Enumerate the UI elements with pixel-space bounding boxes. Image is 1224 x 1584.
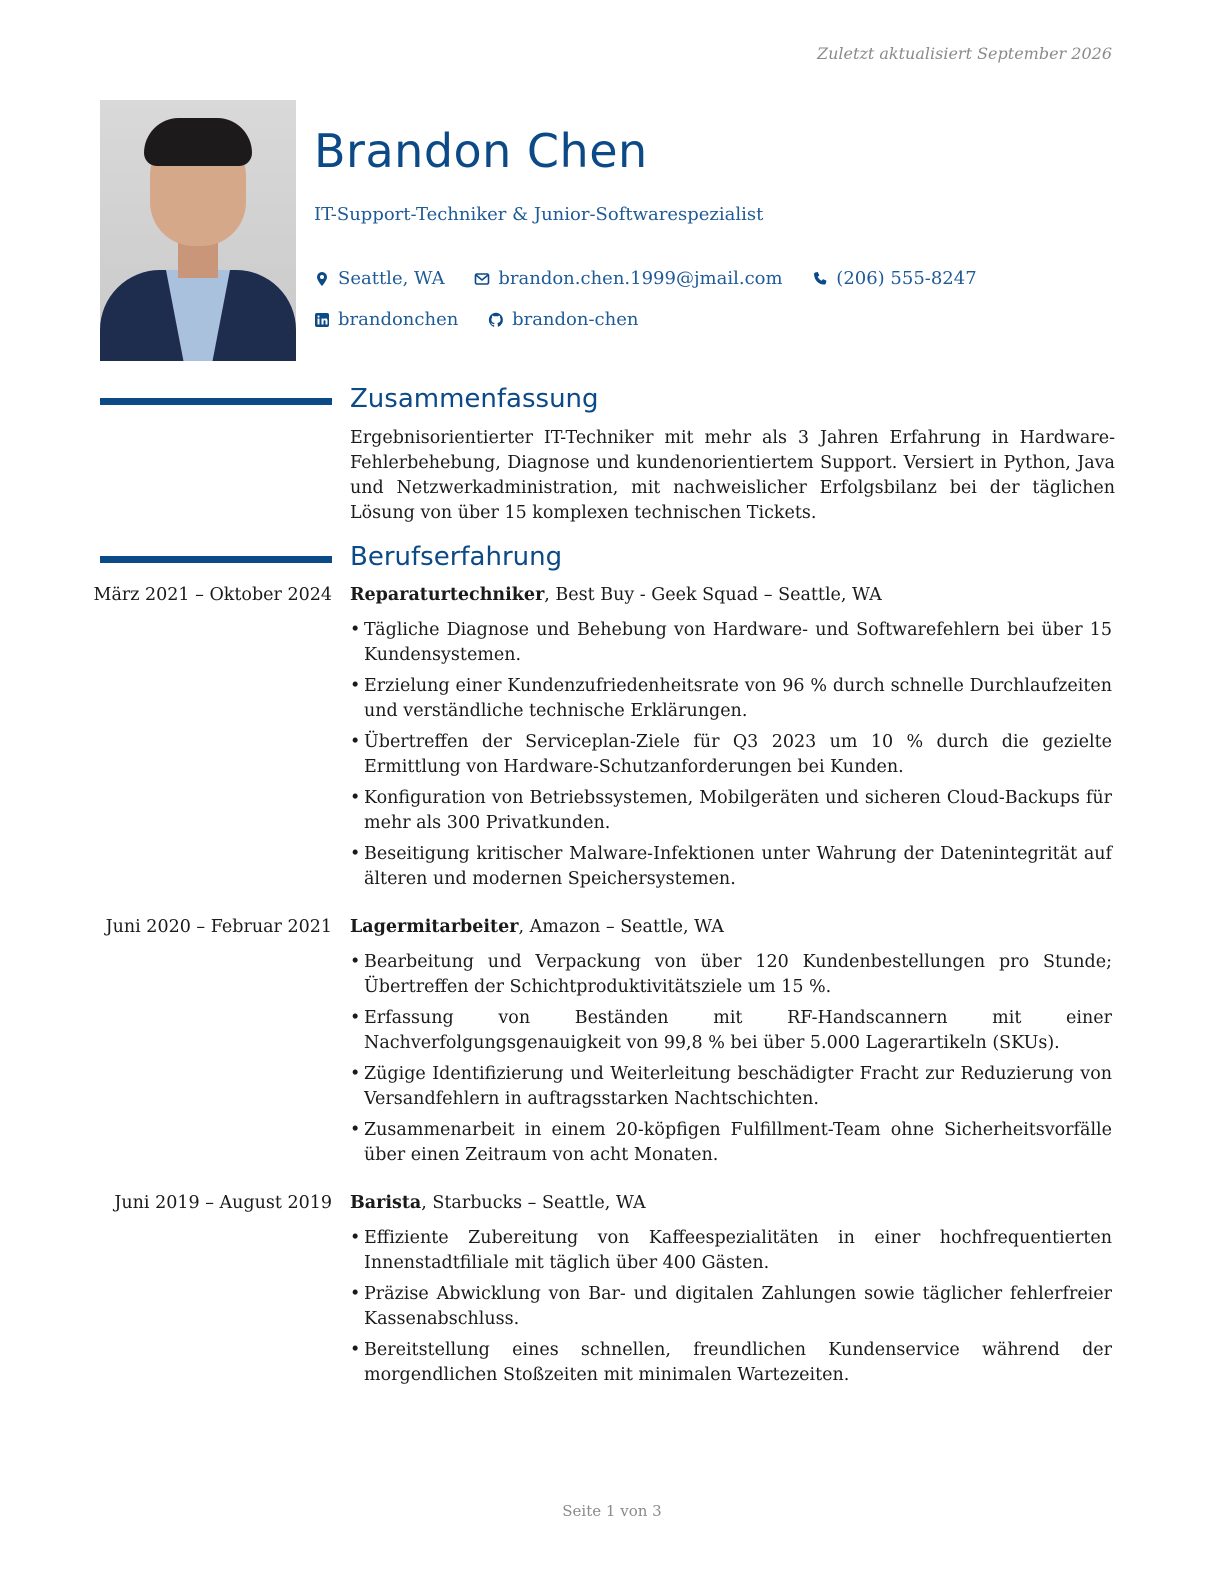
job-role: Reparaturtechniker xyxy=(350,585,545,605)
contact-phone[interactable] xyxy=(812,260,976,298)
linkedin-icon xyxy=(314,312,330,328)
candidate-name: Brandon Chen xyxy=(314,124,648,178)
job-title-line xyxy=(350,1193,646,1213)
contact-linkedin[interactable] xyxy=(314,301,458,339)
job-company: , Amazon – Seattle, WA xyxy=(518,917,724,937)
contact-list xyxy=(314,260,1114,342)
experience-heading: Berufserfahrung xyxy=(350,542,563,572)
job-role: Barista xyxy=(350,1193,422,1213)
last-updated: Zuletzt aktualisiert September 2026 xyxy=(817,44,1112,63)
job-bullet: • Zusammenarbeit in einem 20-köpfigen Fulfillment-Team ohne Sicherheitsvorfälle über einen Zeitraum von acht Monaten. xyxy=(350,1118,1112,1168)
job-bullet: • Bereitstellung eines schnellen, freundlichen Kundenservice während der morgendlichen Stoßzeiten mit minimalen Wartezeiten. xyxy=(350,1338,1112,1388)
job-company: , Starbucks – Seattle, WA xyxy=(421,1193,646,1213)
github-icon xyxy=(488,312,504,328)
github-link[interactable]: brandon-chen xyxy=(512,309,639,330)
job-bullet: • Erfassung von Beständen mit RF-Handscannern mit einer Nachverfolgungsgenauigkeit von 99,8 % bei über 5.000 Lagerartikeln (SKUs). xyxy=(350,1006,1112,1056)
page-footer: Seite 1 von 3 xyxy=(562,1502,662,1520)
job-bullet: • Präzise Abwicklung von Bar- und digitalen Zahlungen sowie täglicher fehlerfreier Kassenabschluss. xyxy=(350,1282,1112,1332)
job-date: Juni 2020 – Februar 2021 xyxy=(105,917,332,937)
job-bullet: • Übertreffen der Serviceplan-Ziele für Q3 2023 um 10 % durch die gezielte Ermittlung von Hardware-Schutzanforderungen bei Kunden. xyxy=(350,730,1112,780)
job-bullet: • Zügige Identifizierung und Weiterleitung beschädigter Fracht zur Reduzierung von Versandfehlern in auftragsstarken Nachtschichten. xyxy=(350,1062,1112,1112)
job-bullets xyxy=(350,1226,1112,1394)
section-rule-summary xyxy=(100,398,332,405)
contact-email[interactable] xyxy=(474,260,782,298)
job-role: Lagermitarbeiter xyxy=(350,917,519,937)
job-bullet: • Effiziente Zubereitung von Kaffeespezialitäten in einer hochfrequentierten Innenstadtfiliale mit täglich über 400 Gästen. xyxy=(350,1226,1112,1276)
contact-github[interactable] xyxy=(488,301,638,339)
location-text: Seattle, WA xyxy=(338,268,445,289)
email-link[interactable]: brandon.chen.1999@jmail.com xyxy=(498,268,783,289)
phone-icon xyxy=(812,271,828,287)
job-bullets xyxy=(350,618,1112,898)
job-title-line xyxy=(350,585,882,605)
job-company: , Best Buy - Geek Squad – Seattle, WA xyxy=(544,585,882,605)
candidate-subtitle: IT-Support-Techniker & Junior-Softwarespezialist xyxy=(314,204,764,225)
summary-text: Ergebnisorientierter IT-Techniker mit mehr als 3 Jahren Erfahrung in Hardware-Fehlerbehebung, Diagnose und kundenorientiertem Support. Versiert in Python, Java und Netzwerkadministration, mit nachweislicher Erfolgsbilanz bei der täglichen Lösung von über 15 komplexen technischen Tickets. xyxy=(350,428,1115,523)
email-icon xyxy=(474,271,490,287)
job-title-line xyxy=(350,917,724,937)
job-bullet: • Beseitigung kritischer Malware-Infektionen unter Wahrung der Datenintegrität auf älteren und modernen Speichersystemen. xyxy=(350,842,1112,892)
job-bullet: • Konfiguration von Betriebssystemen, Mobilgeräten und sicheren Cloud-Backups für mehr als 300 Privatkunden. xyxy=(350,786,1112,836)
phone-link[interactable]: (206) 555-8247 xyxy=(836,268,977,289)
profile-photo xyxy=(100,100,296,361)
contact-location xyxy=(314,260,445,298)
job-bullet: • Bearbeitung und Verpackung von über 120 Kundenbestellungen pro Stunde; Übertreffen der Schichtproduktivitätsziele um 15 %. xyxy=(350,950,1112,1000)
location-icon xyxy=(314,271,330,287)
summary-heading: Zusammenfassung xyxy=(350,384,599,414)
job-date: März 2021 – Oktober 2024 xyxy=(93,585,332,605)
job-bullet: • Erzielung einer Kundenzufriedenheitsrate von 96 % durch schnelle Durchlaufzeiten und verständliche technische Erklärungen. xyxy=(350,674,1112,724)
job-date: Juni 2019 – August 2019 xyxy=(114,1193,332,1213)
section-rule-experience xyxy=(100,556,332,563)
job-bullet: • Tägliche Diagnose und Behebung von Hardware- und Softwarefehlern bei über 15 Kundensystemen. xyxy=(350,618,1112,668)
linkedin-link[interactable]: brandonchen xyxy=(338,309,459,330)
job-bullets xyxy=(350,950,1112,1174)
